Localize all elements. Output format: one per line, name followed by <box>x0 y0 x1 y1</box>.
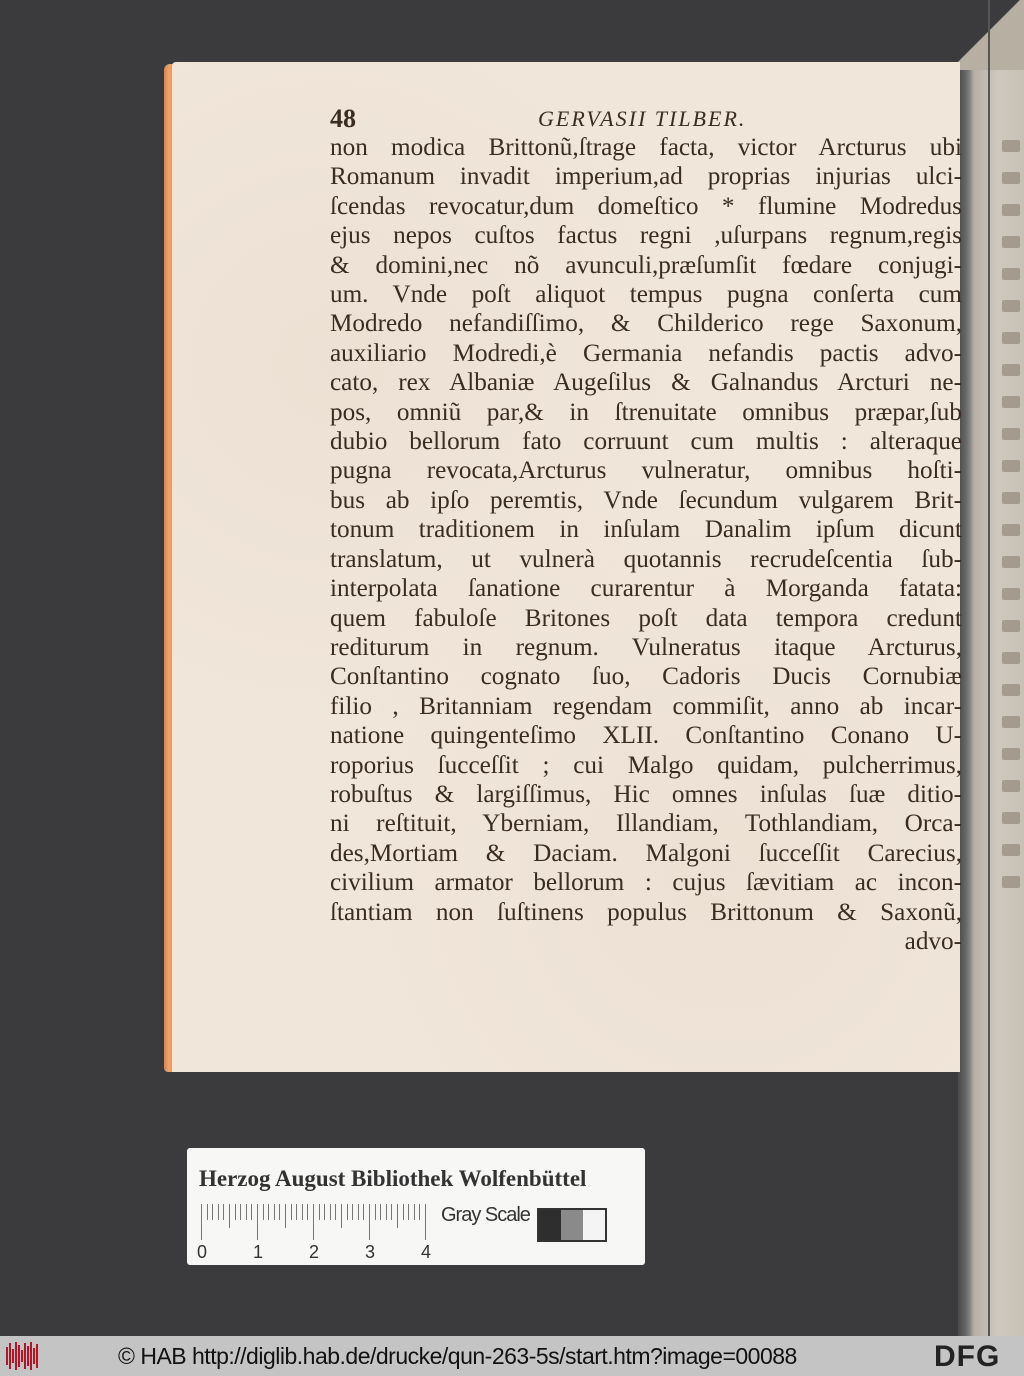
copyright-url[interactable]: © HAB http://diglib.hab.de/drucke/qun-263-5s/start.htm?image=00088 <box>118 1343 797 1369</box>
ruler-tick <box>419 1204 420 1220</box>
ruler-tick <box>330 1204 331 1220</box>
text-line: ni reſtituit, Yberniam, Illandiam, Tothlandiam, Orca- <box>330 810 962 838</box>
catchword: advo- <box>904 927 962 955</box>
text-line: Modredo nefandiſſimo, & Childerico rege Saxonum, <box>330 310 962 338</box>
text-line: roporius ſucceſſit ; cui Malgo quidam, pulcherrimus, <box>330 751 962 779</box>
ruler-tick <box>246 1204 247 1220</box>
ruler-tick <box>313 1204 314 1240</box>
ruler-tick <box>375 1204 376 1220</box>
ruler-tick <box>386 1204 387 1220</box>
ruler-tick <box>207 1204 208 1220</box>
scale-ruler <box>197 1204 432 1262</box>
text-line: pos, omniũ par,& in ſtrenuitate omnibus præpar,ſub <box>330 398 962 426</box>
text-line: ſtantiam non ſuſtinens populus Brittonum & Saxonũ, <box>330 898 962 926</box>
text-line: um. Vnde poſt aliquot tempus pugna conſerta cum <box>330 281 962 309</box>
text-line: bus ab ipſo peremtis, Vnde ſecundum vulgarem Brit- <box>330 486 962 514</box>
gray-swatch-cell <box>539 1210 561 1240</box>
text-line: civilium armator bellorum : cujus ſævitiam ac incon- <box>330 869 962 897</box>
text-line: translatum, ut vulnerà quotannis recrudeſcentia ſub- <box>330 545 962 573</box>
adjacent-page-fragment <box>996 140 1024 960</box>
ruler-tick <box>341 1204 342 1228</box>
ruler-label: 0 <box>197 1242 208 1262</box>
ruler-tick <box>274 1204 275 1220</box>
text-line: tonum traditionem in inſulam Danalim ipſum dicunt <box>330 516 962 544</box>
ruler-label: 4 <box>421 1242 432 1262</box>
text-line: cato, rex Albaniæ Augeſilus & Galnandus Arcturi ne- <box>330 369 962 397</box>
ruler-tick <box>391 1204 392 1220</box>
ruler-tick <box>218 1204 219 1220</box>
library-name: Herzog August Bibliothek Wolfenbüttel <box>199 1166 587 1191</box>
text-line: non modica Brittonũ,ſtrage facta, victor Arcturus ubi <box>330 134 962 161</box>
ruler-tick <box>408 1204 409 1220</box>
text-line: auxiliario Modredi,è Germania nefandis pactis advo- <box>330 339 962 367</box>
ruler-tick <box>335 1204 336 1220</box>
ruler-tick <box>251 1204 252 1220</box>
color-reference-card <box>187 1148 645 1265</box>
page-body-text <box>330 133 960 956</box>
text-line: rediturum in regnum. Vulneratus itaque Arcturus, <box>330 633 962 661</box>
ruler-tick <box>302 1204 303 1220</box>
ruler-tick <box>263 1204 264 1220</box>
ruler-label: 3 <box>365 1242 376 1262</box>
ruler-tick <box>240 1204 241 1220</box>
text-line: quem fabuloſe Britones poſt data tempora credunt <box>330 604 962 632</box>
gray-scale-swatch <box>537 1208 607 1242</box>
gray-swatch-cell <box>583 1210 605 1240</box>
ruler-tick <box>425 1204 426 1240</box>
text-line: Romanum invadit imperium,ad proprias injurias ulci- <box>330 163 962 191</box>
footer-bar <box>0 1336 1024 1376</box>
ruler-tick <box>285 1204 286 1228</box>
ruler-tick <box>319 1204 320 1220</box>
text-line: filio , Britanniam regendam commiſit, anno ab incar- <box>330 692 962 720</box>
ruler-tick <box>307 1204 308 1220</box>
ruler-tick <box>380 1204 381 1220</box>
ruler-tick <box>268 1204 269 1220</box>
text-line: ejus nepos cuſtos factus regni ,uſurpans regnum,regis <box>330 222 962 250</box>
ruler-tick <box>212 1204 213 1220</box>
ruler-tick <box>414 1204 415 1220</box>
text-line: natione quingenteſimo XLII. Conſtantino Conano U- <box>330 722 962 750</box>
text-line: pugna revocata,Arcturus vulneratur, omnibus hoſti- <box>330 457 962 485</box>
running-head-title: GERVASII TILBER. <box>538 106 747 131</box>
ruler-tick <box>235 1204 236 1220</box>
ruler-label: 2 <box>309 1242 320 1262</box>
ruler-tick <box>229 1204 230 1228</box>
ruler-label: 1 <box>253 1242 264 1262</box>
text-line: Conſtantino cognato ſuo, Cadoris Ducis Cornubiæ <box>330 663 962 691</box>
text-line: robuſtus & largiſſimus, Hic omnes inſulas ſuæ ditio- <box>330 780 962 808</box>
ruler-tick <box>363 1204 364 1220</box>
running-head <box>330 104 790 134</box>
ruler-tick <box>397 1204 398 1228</box>
text-line: ſcendas revocatur,dum domeſtico * flumine Modredus <box>330 192 962 220</box>
text-line: dubio bellorum fato corruunt cum multis : alteraque <box>330 428 962 456</box>
ruler-tick <box>296 1204 297 1220</box>
text-line: & domini,nec nõ avunculi,præſumſit fœdare conjugi- <box>330 251 962 279</box>
gray-scale-label: Gray Scale <box>441 1204 530 1226</box>
text-line: des,Mortiam & Daciam. Malgoni ſucceſſit Carecius, <box>330 839 962 867</box>
ruler-tick <box>358 1204 359 1220</box>
ruler-tick <box>352 1204 353 1220</box>
ruler-tick <box>324 1204 325 1220</box>
gray-swatch-cell <box>561 1210 583 1240</box>
text-line: interpolata ſanatione curarentur à Morganda fatata: <box>330 575 962 603</box>
plastic-sleeve-edge <box>988 0 990 1336</box>
hab-barcode-logo-icon <box>6 1342 46 1370</box>
ruler-tick <box>257 1204 258 1240</box>
ruler-tick <box>291 1204 292 1220</box>
ruler-tick <box>201 1204 202 1240</box>
page-number: 48 <box>330 104 356 133</box>
ruler-tick <box>369 1204 370 1240</box>
ruler-tick <box>223 1204 224 1220</box>
plastic-sleeve-corner <box>958 0 1024 70</box>
ruler-tick <box>403 1204 404 1220</box>
dfg-logo: DFG <box>934 1340 1001 1373</box>
ruler-tick <box>347 1204 348 1220</box>
ruler-tick <box>279 1204 280 1220</box>
